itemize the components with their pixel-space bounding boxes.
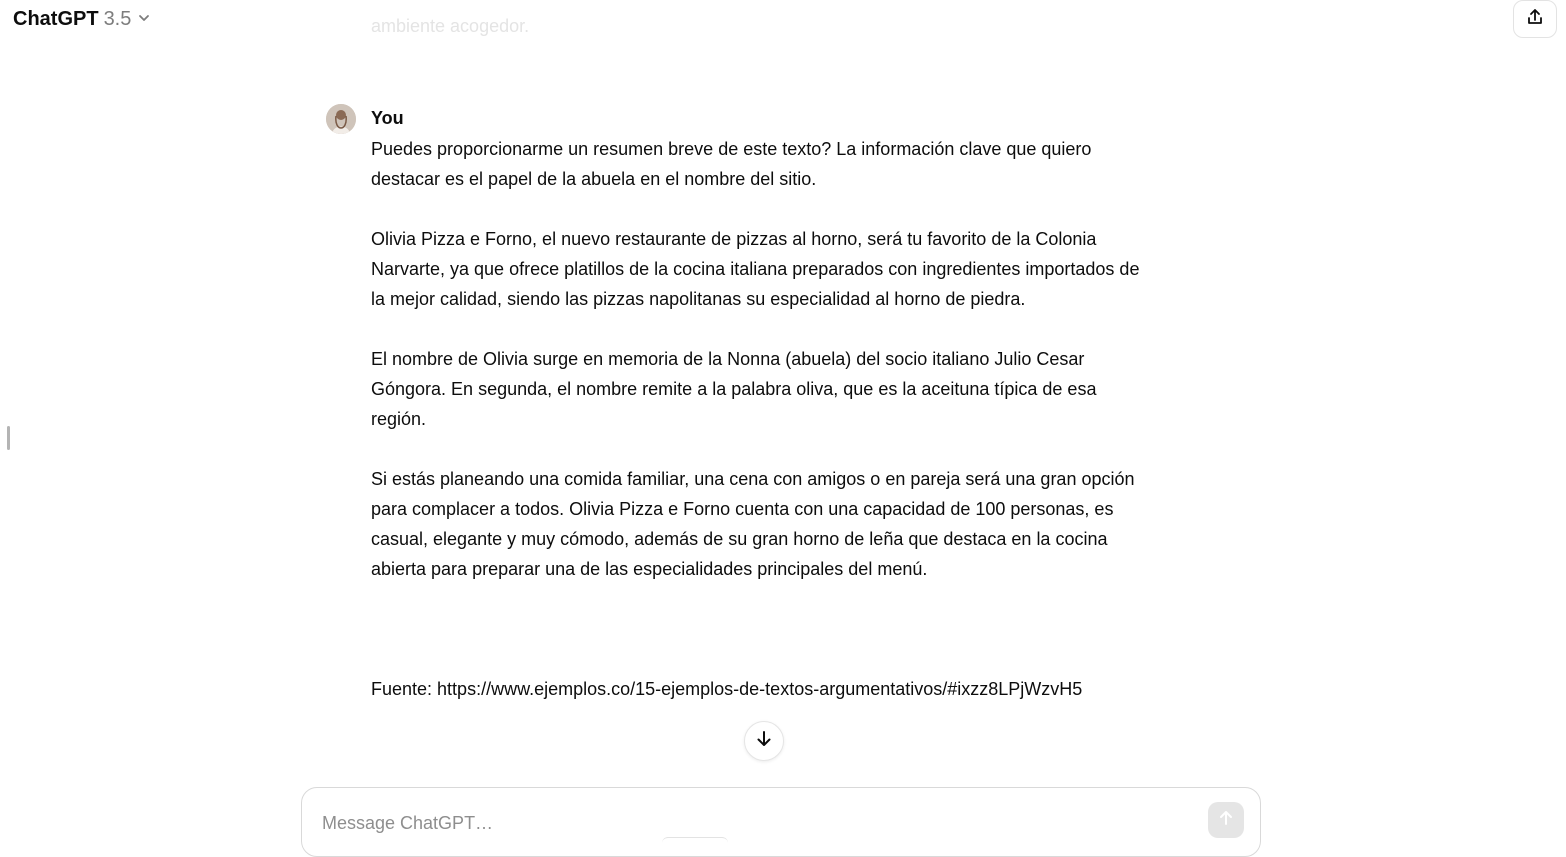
top-bar	[0, 0, 1566, 40]
arrow-up-icon	[1217, 809, 1235, 832]
message-source: Fuente: https://www.ejemplos.co/15-ejemplos-de-textos-argumentativos/#ixzz8LPjWzvH5	[371, 679, 1083, 699]
message-paragraph: Puedes proporcionarme un resumen breve de este texto? La información clave que quiero destacar es el papel de la abuela en el nombre del sitio.	[371, 139, 1092, 189]
model-version: 3.5	[103, 7, 132, 30]
chevron-down-icon	[137, 11, 151, 30]
message-input[interactable]	[322, 810, 1182, 836]
previous-message-text: ambiente acogedor.	[371, 16, 530, 36]
user-message	[371, 134, 1151, 704]
model-selector[interactable]	[13, 5, 151, 33]
user-avatar	[326, 104, 356, 134]
model-name: ChatGPT	[13, 7, 99, 30]
message-paragraph: Si estás planeando una comida familiar, una cena con amigos o en pareja será una gran opción para complacer a todos. Olivia Pizza e Forno cuenta con una capacidad de 100 personas, es casual, elegante y muy cómodo, además de su gran horno de leña que destaca en la cocina abierta para preparar una de las especialidades principales del menú.	[371, 469, 1135, 579]
sidebar-toggle-handle[interactable]	[7, 426, 10, 450]
share-button[interactable]	[1513, 0, 1557, 38]
scroll-to-bottom-button[interactable]	[744, 721, 784, 761]
message-composer	[301, 787, 1261, 857]
bottom-tab-edge	[662, 837, 728, 843]
message-paragraph: El nombre de Olivia surge en memoria de la Nonna (abuela) del socio italiano Julio Cesar Góngora. En segunda, el nombre remite a la palabra oliva, que es la aceituna típica de esa región.	[371, 349, 1097, 429]
share-icon	[1525, 7, 1545, 32]
arrow-down-icon	[754, 729, 774, 754]
message-author: You	[371, 108, 404, 128]
message-paragraph: Olivia Pizza e Forno, el nuevo restaurante de pizzas al horno, será tu favorito de la Colonia Narvarte, ya que ofrece platillos de la cocina italiana preparados con ingredientes importados de la mejor calidad, siendo las pizzas napolitanas su especialidad al horno de piedra.	[371, 229, 1140, 309]
send-button[interactable]	[1208, 802, 1244, 838]
